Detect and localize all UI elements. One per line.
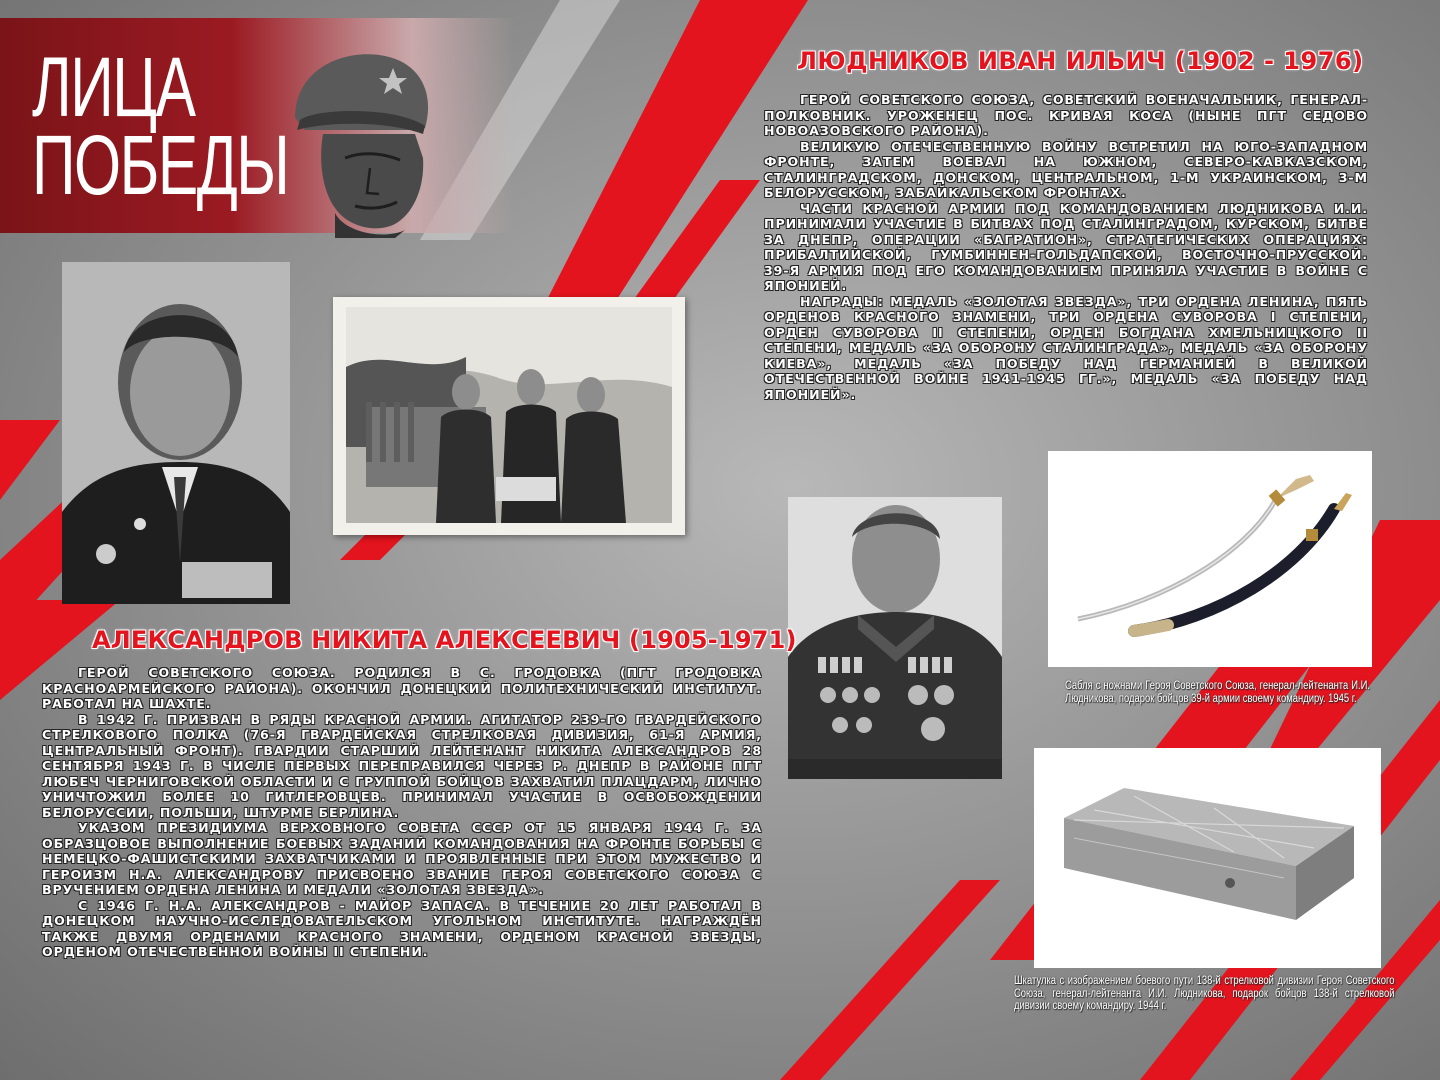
group-photo-soldiers bbox=[333, 297, 685, 535]
section2-paragraph: С 1946 Г. Н.А. АЛЕКСАНДРОВ - МАЙОР ЗАПАСА. В ТЕЧЕНИЕ 20 ЛЕТ РАБОТАЛ В ДОНЕЦКОМ НАУЧНО-ИССЛЕДОВАТЕЛЬСКОМ УГОЛЬНОМ ИНСТИТУТЕ. НАГРАЖДЁН ТАКЖЕ ДВУМЯ ОРДЕНАМИ КРАСНОГО ЗНАМЕНИ, ОРДЕНОМ КРАСНОЙ ЗВЕЗДЫ, ОРДЕНОМ ОТЕЧЕСТВЕННОЙ ВОЙНЫ II СТЕПЕНИ. bbox=[42, 897, 762, 959]
title-banner bbox=[0, 18, 515, 233]
section2-paragraph: ГЕРОЙ СОВЕТСКОГО СОЮЗА. РОДИЛСЯ В С. ГРОДОВКА (ПГТ ГРОДОВКА КРАСНОАРМЕЙСКОГО РАЙОНА). ОКОНЧИЛ ДОНЕЦКИЙ ПОЛИТЕХНИЧЕСКИЙ ИНСТИТУТ. РАБОТАЛ НА ШАХТЕ. bbox=[42, 665, 762, 711]
section1-paragraph: НАГРАДЫ: МЕДАЛЬ «ЗОЛОТАЯ ЗВЕЗДА», ТРИ ОРДЕНА ЛЕНИНА, ПЯТЬ ОРДЕНОВ КРАСНОГО ЗНАМЕНИ, ТРИ ОРДЕНА СУВОРОВА I СТЕПЕНИ, ОРДЕН СУВОРОВА II СТЕПЕНИ, ОРДЕН БОГДАНА ХМЕЛЬНИЦКОГО II СТЕПЕНИ, МЕДАЛЬ «ЗА ОБОРОНУ СТАЛИНГРАДА», МЕДАЛЬ «ЗА ОБОРОНУ КИЕВА», МЕДАЛЬ «ЗА ПОБЕДУ НАД ГЕРМАНИЕЙ В ВЕЛИКОЙ ОТЕЧЕСТВЕННОЙ ВОЙНЕ 1941-1945 ГГ.», МЕДАЛЬ «ЗА ПОБЕДУ НАД ЯПОНИЕЙ». bbox=[764, 293, 1368, 402]
stripe bbox=[0, 420, 60, 500]
saber-caption: Сабля с ножнами Героя Советского Союза, генерал-лейтенанта И.И. Людникова, подарок бойцов 39-й армии своему командиру. 1945 г. bbox=[1065, 680, 1371, 705]
section2-text bbox=[42, 665, 762, 960]
group-photo-image bbox=[346, 307, 672, 523]
section1-paragraph: ВЕЛИКУЮ ОТЕЧЕСТВЕННУЮ ВОЙНУ ВСТРЕТИЛ НА ЮГО-ЗАПАДНОМ ФРОНТЕ, ЗАТЕМ ВОЕВАЛ НА ЮЖНОМ, СЕВЕРО-КАВКАЗСКОМ, СТАЛИНГРАДСКОМ, ДОНСКОМ, ЦЕНТРАЛЬНОМ, 1-М УКРАИНСКОМ, 3-М БЕЛОРУССКОМ, ЗАБАЙКАЛЬСКОМ ФРОНТАХ. bbox=[764, 138, 1368, 200]
section2-paragraph: В 1942 Г. ПРИЗВАН В РЯДЫ КРАСНОЙ АРМИИ. АГИТАТОР 239-ГО ГВАРДЕЙСКОГО СТРЕЛКОВОГО ПОЛКА (76-Я ГВАРДЕЙСКАЯ СТРЕЛКОВАЯ ДИВИЗИЯ, 61-Я АРМИЯ, ЦЕНТРАЛЬНЫЙ ФРОНТ). ГВАРДИИ СТАРШИЙ ЛЕЙТЕНАНТ НИКИТА АЛЕКСАНДРОВ 28 СЕНТЯБРЯ 1943 Г. В ЧИСЛЕ ПЕРВЫХ ПЕРЕПРАВИЛСЯ ЧЕРЕЗ Р. ДНЕПР В РАЙОНЕ ПГТ ЛЮБЕЧ ЧЕРНИГОВСКОЙ ОБЛАСТИ И С ГРУППОЙ БОЙЦОВ ЗАХВАТИЛ ПЛАЦДАРМ, ЛИЧНО УНИЧТОЖИЛ БОЛЕЕ 10 ГИТЛЕРОВЦЕВ. ПРИНИМАЛ УЧАСТИЕ В ОСВОБОЖДЕНИИ БЕЛОРУССИИ, ПОЛЬШИ, ШТУРМЕ БЕРЛИНА. bbox=[42, 711, 762, 820]
saber-photo bbox=[1048, 451, 1372, 667]
soldier-helmet-icon bbox=[275, 48, 435, 238]
portrait-photo-aleksandrov bbox=[62, 262, 290, 604]
banner-title-line2: ПОБЕДЫ bbox=[32, 118, 289, 212]
section1-text bbox=[764, 92, 1368, 402]
section2-paragraph: УКАЗОМ ПРЕЗИДИУМА ВЕРХОВНОГО СОВЕТА СССР ОТ 15 ЯНВАРЯ 1944 Г. ЗА ОБРАЗЦОВОЕ ВЫПОЛНЕНИЕ БОЕВЫХ ЗАДАНИЙ КОМАНДОВАНИЯ НА ФРОНТЕ БОРЬБЫ С НЕМЕЦКО-ФАШИСТСКИМИ ЗАХВАТЧИКАМИ И ПРОЯВЛЕННЫЕ ПРИ ЭТОМ МУЖЕСТВО И ГЕРОИЗМ Н.А. АЛЕКСАНДРОВУ ПРИСВОЕНО ЗВАНИЕ ГЕРОЯ СОВЕТСКОГО СОЮЗА С ВРУЧЕНИЕМ ОРДЕНА ЛЕНИНА И МЕДАЛИ «ЗОЛОТАЯ ЗВЕЗДА». bbox=[42, 820, 762, 897]
portrait-image bbox=[788, 497, 1002, 779]
box-caption: Шкатулка с изображением боевого пути 138-й стрелковой дивизии Героя Советского Союза, генерал-лейтенанта И.И. Людникова, подарок бойцов 138-й стрелковой дивизии своему командиру. 1944 г. bbox=[1014, 975, 1395, 1012]
section1-heading: ЛЮДНИКОВ ИВАН ИЛЬИЧ (1902 - 1976) bbox=[797, 47, 1364, 75]
section1-paragraph: ГЕРОЙ СОВЕТСКОГО СОЮЗА, СОВЕТСКИЙ ВОЕНАЧАЛЬНИК, ГЕНЕРАЛ-ПОЛКОВНИК. УРОЖЕНЕЦ ПОС. КРИВАЯ КОСА (НЫНЕ ПГТ СЕДОВО НОВОАЗОВСКОГО РАЙОНА). bbox=[764, 92, 1368, 138]
saber-image bbox=[1048, 451, 1372, 667]
portrait-image bbox=[62, 262, 290, 604]
engraved-box-image bbox=[1034, 748, 1381, 968]
engraved-box-photo bbox=[1034, 748, 1381, 968]
section2-heading: АЛЕКСАНДРОВ НИКИТА АЛЕКСЕЕВИЧ (1905-1971) bbox=[92, 626, 797, 654]
stripe bbox=[780, 880, 1000, 1080]
portrait-photo-lyudnikov bbox=[788, 497, 1002, 779]
banner-title bbox=[32, 40, 289, 212]
section1-paragraph: ЧАСТИ КРАСНОЙ АРМИИ ПОД КОМАНДОВАНИЕМ ЛЮДНИКОВА И.И. ПРИНИМАЛИ УЧАСТИЕ В БИТВАХ ПОД СТАЛИНГРАДОМ, КУРСКОМ, БИТВЕ ЗА ДНЕПР, ОПЕРАЦИИ «БАГРАТИОН», СТРАТЕГИЧЕСКИХ ОПЕРАЦИЯХ: ПРИБАЛТИЙСКОЙ, ГУМБИННЕН-ГОЛЬДАПСКОЙ, ВОСТОЧНО-ПРУССКОЙ. 39-Я АРМИЯ ПОД ЕГО КОМАНДОВАНИЕМ ПРИНЯЛА УЧАСТИЕ В ВОЙНЕ С ЯПОНИЕЙ. bbox=[764, 200, 1368, 293]
banner-title-line1: ЛИЦА bbox=[32, 40, 195, 134]
